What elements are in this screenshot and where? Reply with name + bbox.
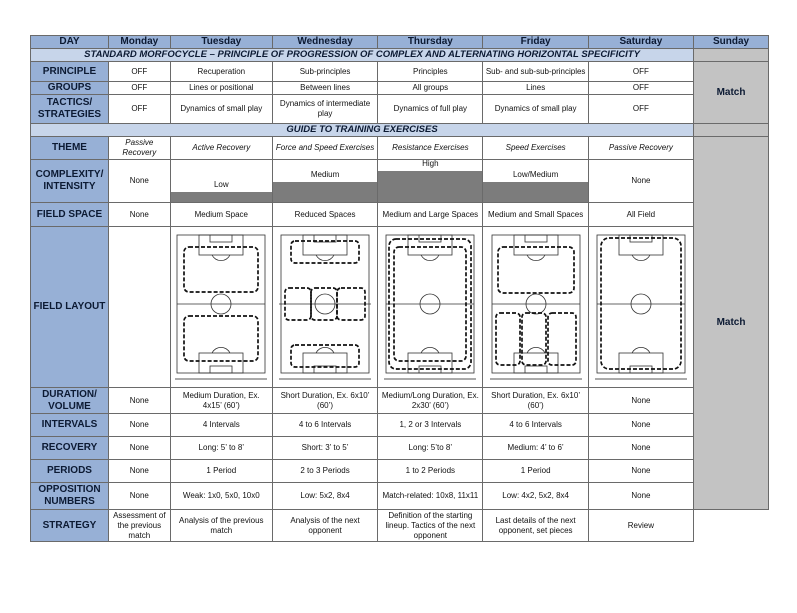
recovery-monday: None xyxy=(108,437,170,460)
duration-tuesday: Medium Duration, Ex. 4x15’ (60’) xyxy=(170,388,272,414)
day-header-row xyxy=(31,36,769,49)
intervals-label: INTERVALS xyxy=(31,414,109,437)
principle-monday: OFF xyxy=(108,62,170,82)
field-space-friday: Medium and Small Spaces xyxy=(483,203,588,227)
theme-label: THEME xyxy=(31,137,109,160)
opposition-tuesday: Weak: 1x0, 5x0, 10x0 xyxy=(170,483,272,510)
day-header: DAY xyxy=(31,36,109,49)
recovery-row xyxy=(31,437,769,460)
sunday-band-blank xyxy=(694,49,769,62)
theme-row xyxy=(31,137,769,160)
field-space-monday: None xyxy=(108,203,170,227)
sunday-band2-blank xyxy=(694,124,769,137)
intensity-text-low: Low xyxy=(213,180,229,189)
strategy-thursday: Definition of the starting lineup. Tactics of the next opponent xyxy=(378,510,483,542)
strategy-friday: Last details of the next opponent, set pieces xyxy=(483,510,588,542)
recovery-thursday: Long: 5’to 8’ xyxy=(378,437,483,460)
tactics-label: TACTICS/ STRATEGIES xyxy=(31,95,109,124)
complexity-monday: None xyxy=(108,160,170,203)
principle-tuesday: Recuperation xyxy=(170,62,272,82)
periods-friday: 1 Period xyxy=(483,460,588,483)
thursday-header: Thursday xyxy=(378,36,483,49)
saturday-header: Saturday xyxy=(588,36,693,49)
intervals-saturday: None xyxy=(588,414,693,437)
duration-thursday: Medium/Long Duration, Ex. 2x30’ (60’) xyxy=(378,388,483,414)
recovery-label: RECOVERY xyxy=(31,437,109,460)
intervals-monday: None xyxy=(108,414,170,437)
principle-row xyxy=(31,62,769,82)
opposition-thursday: Match-related: 10x8, 11x11 xyxy=(378,483,483,510)
intensity-bar-low-medium xyxy=(483,182,587,202)
intensity-bar-low xyxy=(171,192,272,202)
theme-saturday: Passive Recovery xyxy=(588,137,693,160)
periods-wednesday: 2 to 3 Periods xyxy=(272,460,377,483)
field-space-label: FIELD SPACE xyxy=(31,203,109,227)
complexity-wednesday xyxy=(272,160,377,203)
intensity-text-high: High xyxy=(422,159,439,168)
opposition-label: OPPOSITION NUMBERS xyxy=(31,483,109,510)
sunday-match-bottom: Match xyxy=(694,137,769,510)
principle-wednesday: Sub-principles xyxy=(272,62,377,82)
tactics-saturday: OFF xyxy=(588,95,693,124)
monday-header: Monday xyxy=(108,36,170,49)
theme-monday: Passive Recovery xyxy=(108,137,170,160)
strategy-wednesday: Analysis of the next opponent xyxy=(272,510,377,542)
opposition-saturday: None xyxy=(588,483,693,510)
morfocycle-table-container xyxy=(30,35,769,542)
intensity-text-low-medium: Low/Medium xyxy=(512,170,559,179)
theme-wednesday: Force and Speed Exercises xyxy=(272,137,377,160)
periods-monday: None xyxy=(108,460,170,483)
sunday-match-top: Match xyxy=(694,62,769,124)
intensity-bar-high xyxy=(378,171,482,202)
principle-friday: Sub- and sub-sub-principles xyxy=(483,62,588,82)
field-layout-friday xyxy=(483,227,588,388)
tactics-row xyxy=(31,95,769,124)
duration-label: DURATION/ VOLUME xyxy=(31,388,109,414)
field-space-tuesday: Medium Space xyxy=(170,203,272,227)
groups-tuesday: Lines or positional xyxy=(170,82,272,95)
tactics-friday: Dynamics of small play xyxy=(483,95,588,124)
recovery-wednesday: Short: 3’ to 5’ xyxy=(272,437,377,460)
principle-saturday: OFF xyxy=(588,62,693,82)
field-layout-thursday xyxy=(378,227,483,388)
field-space-saturday: All Field xyxy=(588,203,693,227)
tuesday-header: Tuesday xyxy=(170,36,272,49)
recovery-friday: Medium: 4’ to 6’ xyxy=(483,437,588,460)
field-space-row xyxy=(31,203,769,227)
theme-thursday: Resistance Exercises xyxy=(378,137,483,160)
intervals-friday: 4 to 6 Intervals xyxy=(483,414,588,437)
intervals-row xyxy=(31,414,769,437)
pitch-diagram-tuesday xyxy=(175,233,267,385)
recovery-tuesday: Long: 5’ to 8’ xyxy=(170,437,272,460)
tactics-thursday: Dynamics of full play xyxy=(378,95,483,124)
tactics-monday: OFF xyxy=(108,95,170,124)
field-layout-monday xyxy=(108,227,170,388)
groups-wednesday: Between lines xyxy=(272,82,377,95)
principle-label: PRINCIPLE xyxy=(31,62,109,82)
field-layout-row xyxy=(31,227,769,388)
duration-saturday: None xyxy=(588,388,693,414)
periods-tuesday: 1 Period xyxy=(170,460,272,483)
strategy-monday: Assessment of the previous match xyxy=(108,510,170,542)
strategy-label: STRATEGY xyxy=(31,510,109,542)
complexity-thursday xyxy=(378,160,483,203)
pitch-diagram-thursday xyxy=(384,233,476,385)
intervals-tuesday: 4 Intervals xyxy=(170,414,272,437)
intensity-text-medium: Medium xyxy=(310,170,340,179)
opposition-wednesday: Low: 5x2, 8x4 xyxy=(272,483,377,510)
principle-thursday: Principles xyxy=(378,62,483,82)
field-space-wednesday: Reduced Spaces xyxy=(272,203,377,227)
pitch-diagram-wednesday xyxy=(279,233,371,385)
complexity-saturday: None xyxy=(588,160,693,203)
periods-label: PERIODS xyxy=(31,460,109,483)
friday-header: Friday xyxy=(483,36,588,49)
theme-friday: Speed Exercises xyxy=(483,137,588,160)
duration-wednesday: Short Duration, Ex. 6x10’ (60’) xyxy=(272,388,377,414)
intervals-wednesday: 4 to 6 Intervals xyxy=(272,414,377,437)
complexity-tuesday xyxy=(170,160,272,203)
groups-monday: OFF xyxy=(108,82,170,95)
morfocycle-band-row xyxy=(31,49,769,62)
complexity-row xyxy=(31,160,769,203)
periods-thursday: 1 to 2 Periods xyxy=(378,460,483,483)
opposition-monday: None xyxy=(108,483,170,510)
wednesday-header: Wednesday xyxy=(272,36,377,49)
periods-saturday: None xyxy=(588,460,693,483)
periods-row xyxy=(31,460,769,483)
field-layout-label: FIELD LAYOUT xyxy=(31,227,109,388)
field-layout-saturday xyxy=(588,227,693,388)
sunday-header: Sunday xyxy=(694,36,769,49)
groups-saturday: OFF xyxy=(588,82,693,95)
field-layout-wednesday xyxy=(272,227,377,388)
strategy-row xyxy=(31,510,769,542)
morfocycle-band-title: STANDARD MORFOCYCLE – PRINCIPLE OF PROGRESSION OF COMPLEX AND ALTERNATING HORIZONTAL SPECIFICITY xyxy=(31,49,694,62)
recovery-saturday: None xyxy=(588,437,693,460)
guide-band-title: GUIDE TO TRAINING EXERCISES xyxy=(31,124,694,137)
complexity-label: COMPLEXITY/ INTENSITY xyxy=(31,160,109,203)
pitch-diagram-saturday xyxy=(595,233,687,385)
groups-row xyxy=(31,82,769,95)
strategy-tuesday: Analysis of the previous match xyxy=(170,510,272,542)
field-layout-tuesday xyxy=(170,227,272,388)
pitch-diagram-friday xyxy=(490,233,582,385)
guide-band-row xyxy=(31,124,769,137)
field-space-thursday: Medium and Large Spaces xyxy=(378,203,483,227)
tactics-tuesday: Dynamics of small play xyxy=(170,95,272,124)
duration-row xyxy=(31,388,769,414)
intensity-bar-medium xyxy=(273,182,377,202)
groups-friday: Lines xyxy=(483,82,588,95)
intervals-thursday: 1, 2 or 3 Intervals xyxy=(378,414,483,437)
groups-label: GROUPS xyxy=(31,82,109,95)
groups-thursday: All groups xyxy=(378,82,483,95)
morfocycle-table xyxy=(30,35,769,542)
strategy-saturday: Review xyxy=(588,510,693,542)
complexity-friday xyxy=(483,160,588,203)
tactics-wednesday: Dynamics of intermediate play xyxy=(272,95,377,124)
duration-friday: Short Duration, Ex. 6x10’ (60’) xyxy=(483,388,588,414)
opposition-row xyxy=(31,483,769,510)
theme-tuesday: Active Recovery xyxy=(170,137,272,160)
duration-monday: None xyxy=(108,388,170,414)
opposition-friday: Low: 4x2, 5x2, 8x4 xyxy=(483,483,588,510)
